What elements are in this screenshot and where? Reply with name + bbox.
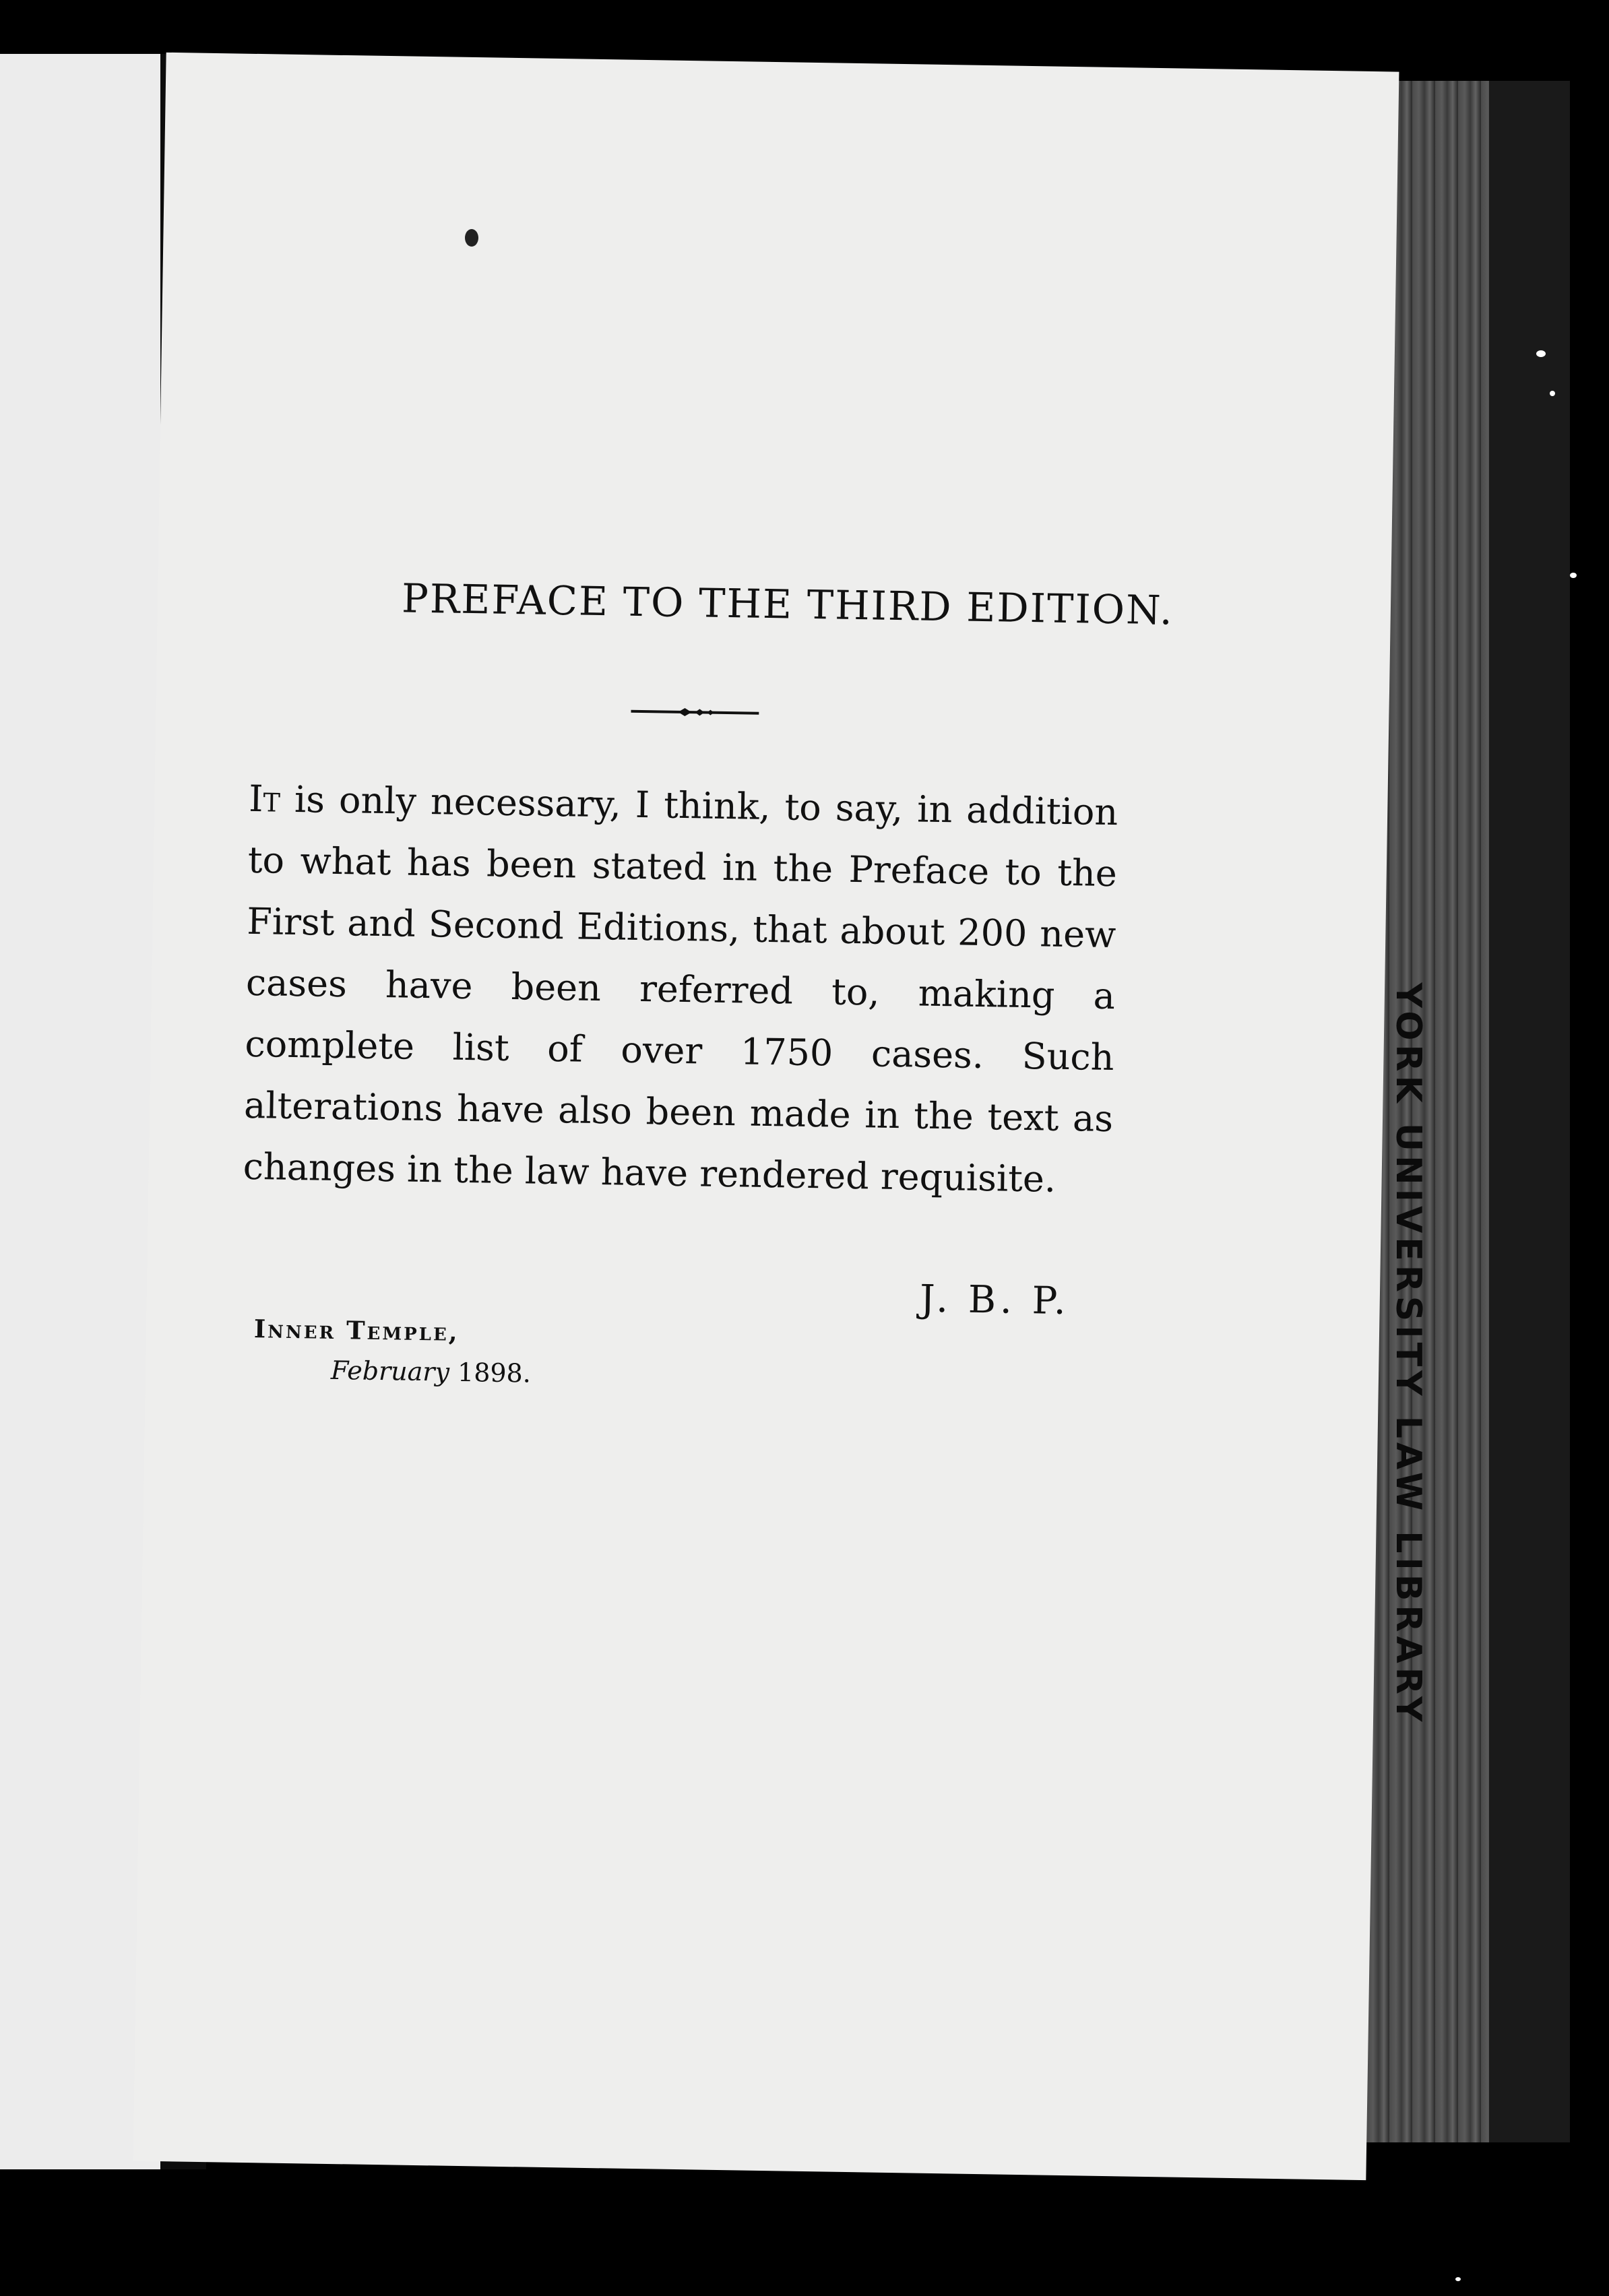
- book-cover-edge: [1489, 81, 1570, 2142]
- scan-speck: [1550, 391, 1555, 396]
- preface-paragraph: [243, 768, 1118, 1211]
- date-year: 1898.: [457, 1357, 532, 1389]
- paragraph-text: is only necessary, I think, to say, in addition to what has been stated in the Preface to the First and Second Editions, that about 200 new cases have been referred to, making a complete list of over 1750 cases. Such alterations have also been made in the text as changes in the law have rendered requisite.: [243, 777, 1118, 1201]
- library-stamp: [1375, 982, 1442, 1726]
- page-blemish: [465, 229, 478, 247]
- title-ornament-divider: [631, 705, 759, 720]
- page-title: PREFACE TO THE THIRD EDITION.: [401, 575, 1174, 634]
- page-content: [133, 53, 1399, 2180]
- scan-speck: [1570, 573, 1577, 578]
- scan-speck: [1455, 2277, 1461, 2281]
- left-page-edge: [0, 54, 160, 2169]
- library-stamp-text: YORK UNIVERSITY LAW LIBRARY: [1388, 982, 1428, 1726]
- date-month: February: [330, 1355, 450, 1387]
- preface-page: [133, 53, 1399, 2180]
- signature-place: Inner Temple,: [253, 1314, 460, 1347]
- author-initials: J. B. P.: [919, 1277, 1071, 1324]
- scan-speck: [1536, 350, 1546, 357]
- signature-date: [331, 1356, 532, 1389]
- paragraph-initial: It: [248, 777, 281, 821]
